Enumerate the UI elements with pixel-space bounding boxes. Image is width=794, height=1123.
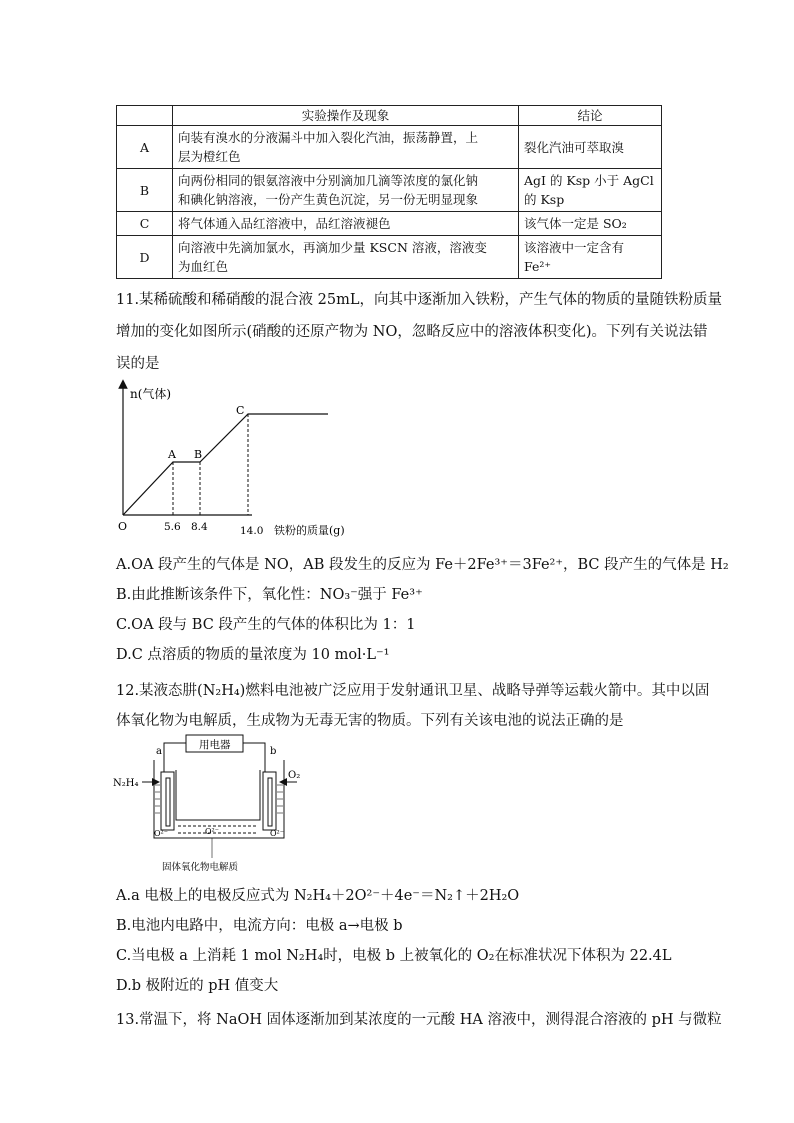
tick-14-0: 14.0	[240, 525, 264, 537]
tick-8-4: 8.4	[191, 521, 208, 533]
hatch-right	[277, 785, 283, 813]
q13-line1: 13.常温下，将 NaOH 固体逐渐加到某浓度的一元酸 HA 溶液中，测得混合溶液的 pH 与微粒	[116, 1012, 722, 1028]
q11-option-c: C.OA 段与 BC 段产生的气体的体积比为 1：1	[116, 617, 416, 633]
electrode-b-core	[268, 778, 272, 826]
ion-mid: O²⁻	[205, 827, 219, 836]
table-header-row	[117, 106, 662, 126]
header-blank	[117, 106, 173, 126]
row-label: A	[117, 126, 173, 169]
wire-right	[243, 743, 265, 772]
origin-label: O	[118, 520, 128, 533]
row-conclusion: 该气体一定是 SO₂	[519, 212, 662, 236]
n2h4-label: N₂H₄	[113, 778, 139, 789]
point-b: B	[194, 448, 203, 461]
row-conclusion: 裂化汽油可萃取溴	[519, 126, 662, 169]
q12-option-a: A.a 电极上的电极反应式为 N₂H₄＋2O²⁻＋4e⁻＝N₂↑＋2H₂O	[116, 888, 520, 904]
point-a: A	[168, 448, 176, 461]
q11-option-a: A.OA 段产生的气体是 NO，AB 段发生的反应为 Fe＋2Fe³⁺＝3Fe²⁺，BC 段产生的气体是 H₂	[116, 557, 729, 573]
q11-graph	[112, 378, 352, 538]
row-label: B	[117, 169, 173, 212]
q12-option-c: C.当电极 a 上消耗 1 mol N₂H₄时，电极 b 上被氧化的 O₂在标准状况下体积为 22.4L	[116, 948, 672, 964]
row-label: D	[117, 236, 173, 279]
row-operation: 向两份相同的银氨溶液中分别滴加几滴等浓度的氯化钠 和碘化钠溶液，一份产生黄色沉淀，另一份无明显现象	[173, 169, 519, 212]
q11-option-d: D.C 点溶质的物质的量浓度为 10 mol·L⁻¹	[116, 647, 390, 663]
y-label: n(气体)	[130, 387, 172, 401]
q12-option-d: D.b 极附近的 pH 值变大	[116, 978, 279, 994]
row-operation: 向装有溴水的分液漏斗中加入裂化汽油，振荡静置，上 层为橙红色	[173, 126, 519, 169]
wire-left	[164, 743, 186, 772]
row-conclusion: AgI 的 Ksp 小于 AgCl 的 Ksp	[519, 169, 662, 212]
tick-5-6: 5.6	[164, 521, 181, 533]
x-label: 铁粉的质量(g)	[274, 524, 345, 537]
row-label: C	[117, 212, 173, 236]
q12-option-b: B.电池内电路中，电流方向：电极 a→电极 b	[116, 918, 403, 934]
ion-right: O²⁻	[270, 829, 284, 838]
electrode-a-core	[166, 778, 170, 826]
hatch-left	[155, 785, 160, 813]
table-row	[117, 212, 662, 236]
experiment-table	[116, 105, 662, 279]
q12-line1: 12.某液态肼(N₂H₄)燃料电池被广泛应用于发射通讯卫星、战略导弹等运载火箭中。其中以固	[116, 683, 710, 699]
inner-wall	[176, 770, 260, 820]
table-row	[117, 126, 662, 169]
row-operation: 向溶液中先滴加氯水，再滴加少量 KSCN 溶液，溶液变 为血红色	[173, 236, 519, 279]
label-b: b	[270, 746, 277, 757]
o2-label: O₂	[288, 770, 301, 781]
q11-option-b: B.由此推断该条件下，氧化性：NO₃⁻强于 Fe³⁺	[116, 587, 423, 603]
header-operation: 实验操作及现象	[173, 106, 519, 126]
row-operation: 将气体通入品红溶液中，品红溶液褪色	[173, 212, 519, 236]
table-row	[117, 169, 662, 212]
curve-line	[123, 414, 328, 515]
device-label: 用电器	[199, 739, 231, 751]
q12-battery-diagram	[112, 730, 302, 880]
table-row	[117, 236, 662, 279]
ion-left: O²⁻	[154, 829, 168, 838]
q11-text: 11.某稀硫酸和稀硝酸的混合液 25mL，向其中逐渐加入铁粉，产生气体的物质的量随铁粉质量 增加的变化如图所示(硝酸的还原产物为 NO，忽略反应中的溶液体积变化)。下列有关说法错 误的是	[116, 292, 722, 372]
point-c: C	[236, 404, 245, 417]
row-conclusion: 该溶液中一定含有 Fe²⁺	[519, 236, 662, 279]
caption: 固体氧化物电解质	[162, 862, 239, 873]
label-a: a	[156, 746, 162, 757]
header-conclusion: 结论	[519, 106, 662, 126]
q12-line2: 体氧化物为电解质，生成物为无毒无害的物质。下列有关该电池的说法正确的是	[116, 713, 624, 729]
